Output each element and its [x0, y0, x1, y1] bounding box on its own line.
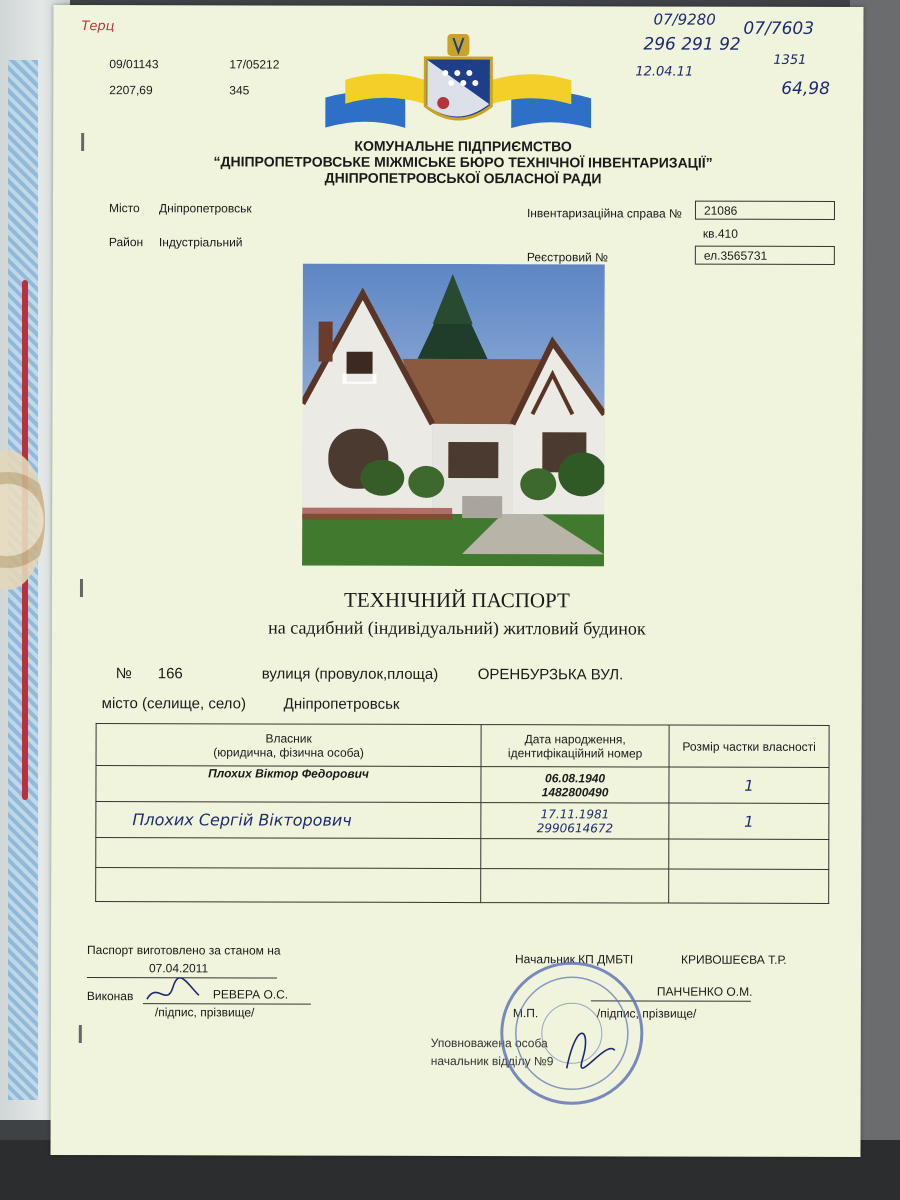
- header-share: Розмір частки власності: [669, 725, 829, 767]
- inventory-value: 21086: [695, 201, 835, 220]
- table-row: [96, 868, 829, 904]
- table-row: [96, 802, 829, 840]
- coat-of-arms-emblem: [325, 28, 591, 133]
- share-value: 1: [669, 767, 829, 803]
- document-page: [50, 5, 863, 1157]
- table-row: [96, 838, 829, 870]
- owners-table: [95, 723, 829, 904]
- district-value: Індустріальний: [158, 235, 243, 250]
- birth-date: 06.08.1940: [545, 770, 606, 785]
- org-line-2: “ДНІПРОПЕТРОВСЬКЕ МІЖМІСЬКЕ БЮРО ТЕХНІЧНОЇ ІНВЕНТАРИЗАЦІЇ”: [213, 153, 713, 171]
- birth-id-cell: [481, 767, 669, 803]
- authorized-line-1: Уповноважена особа: [430, 1035, 548, 1051]
- city-value: Дніпропетровськ: [158, 201, 252, 216]
- org-line-3: ДНІПРОПЕТРОВСЬКОЇ ОБЛАСНОЇ РАДИ: [324, 169, 602, 187]
- house-photo: [302, 264, 605, 567]
- city-label: Місто: [108, 201, 140, 216]
- house-number: 166: [157, 665, 183, 683]
- corner-handwritten-note: Терц: [81, 19, 115, 35]
- org-line-1: КОМУНАЛЬНЕ ПІДПРИЄМСТВО: [354, 137, 572, 155]
- prepared-date: 07.04.2011: [148, 961, 209, 976]
- owner-name: Плохих Віктор Федорович: [96, 766, 481, 803]
- registry-label: Реєстровий №: [526, 250, 608, 265]
- handwritten-number: 64,98: [781, 78, 830, 99]
- header-owner: Власник (юридична, фізична особа): [96, 724, 481, 767]
- id-number: 1482800490: [541, 784, 609, 799]
- passport-title: ТЕХНІЧНИЙ ПАСПОРТ: [344, 587, 570, 613]
- head-label: Начальник КП ДМБТІ: [514, 952, 634, 967]
- executor-name: РЕВЕРА О.С.: [212, 987, 289, 1002]
- prepared-label: Паспорт виготовлено за станом на: [87, 943, 281, 958]
- code-1: 09/01143: [109, 57, 159, 72]
- table-header-row: [96, 724, 829, 768]
- punch-hole: [79, 1025, 82, 1043]
- handwritten-number: 07/7603: [743, 18, 815, 39]
- street-value: ОРЕНБУРЗЬКА ВУЛ.: [477, 666, 624, 684]
- street-label: вулиця (провулок,площа): [261, 665, 439, 683]
- id-number: 2990614672: [536, 820, 614, 835]
- head-name: КРИВОШЕЄВА Т.Р.: [680, 952, 787, 967]
- signature-caption: /підпис, прізвище/: [154, 1005, 255, 1020]
- handwritten-date: 12.04.11: [635, 64, 694, 80]
- mp-label: М.П.: [512, 1006, 539, 1021]
- registry-value: ел.3565731: [695, 246, 835, 265]
- handwritten-number: 296 291 92: [643, 34, 741, 55]
- inventory-label: Інвентаризаційна справа №: [526, 206, 682, 221]
- punch-hole: [81, 133, 84, 151]
- signature-caption: /підпис, прізвище/: [596, 1006, 697, 1021]
- organization-title: [163, 137, 763, 187]
- settlement-value: Дніпропетровськ: [283, 695, 400, 713]
- header-birth-id: Дата народження, ідентифікаційний номер: [481, 725, 669, 767]
- handwritten-number: 07/9280: [653, 10, 716, 29]
- settlement-label: місто (селище, село): [101, 695, 246, 713]
- owner-name: Плохих Сергій Вікторович: [96, 802, 481, 839]
- share-value: 1: [669, 803, 829, 839]
- executed-label: Виконав: [86, 989, 134, 1004]
- passport-subtitle: на садибний (індивідуальний) житловий будинок: [268, 617, 646, 639]
- district-label: Район: [108, 235, 144, 250]
- code-2: 17/05212: [229, 57, 280, 72]
- authorized-line-2: начальник відділу №9: [430, 1053, 554, 1069]
- handwritten-number: 1351: [773, 52, 807, 68]
- number-label: №: [115, 665, 132, 683]
- apartment-value: кв.410: [702, 226, 738, 241]
- table-row: [96, 766, 829, 804]
- round-stamp: [497, 958, 647, 1108]
- second-name: ПАНЧЕНКО О.М.: [656, 984, 753, 999]
- birth-id-cell: [481, 803, 669, 839]
- birth-date: 17.11.1981: [540, 806, 610, 821]
- code-4: 345: [229, 83, 250, 98]
- code-3: 2207,69: [109, 83, 153, 98]
